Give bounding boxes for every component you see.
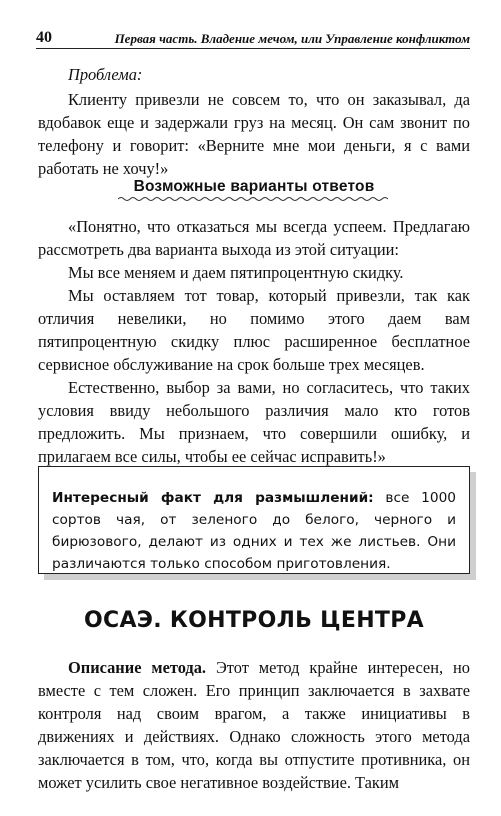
method-text bbox=[38, 656, 470, 794]
answer-paragraph: Мы оставляем тот товар, который привезли, так как отличия невелики, но помимо этого даем вам пятипроцентную скидку плюс расширенное бесплатное сервисное обслуживание на срок больше трех месяцев. bbox=[38, 286, 470, 374]
page-number: 40 bbox=[36, 29, 52, 46]
fact-lead: Интересный факт для размышлений: bbox=[52, 490, 374, 506]
fact-text bbox=[52, 487, 456, 575]
running-title: Первая часть. Владение мечом, или Управление конфликтом bbox=[114, 31, 470, 46]
fact-body: все 1000 сортов чая, от зеленого до белого, черного и бирюзового, делают из одних и тех же листьев. Они различаются только способом приготовления. bbox=[52, 490, 456, 572]
answer-paragraph: Естественно, выбор за вами, но согласитесь, что таких условия ввиду небольшого различия мало кто готов предложить. Мы признаем, что совершили ошибку, и прилагаем все силы, чтобы ее сейчас исправить!» bbox=[38, 378, 470, 466]
method-lead: Описание метода. bbox=[68, 658, 206, 677]
problem-text: Клиенту привезли не совсем то, что он заказывал, да вдобавок еще и задержали груз на месяц. Он сам звонит по телефону и говорит: «Верните мне мои деньги, я с вами работать не хочу!» bbox=[38, 90, 470, 178]
answer-paragraph: «Понятно, что отказаться мы всегда успеем. Предлагаю рассмотреть два варианта выхода из этой ситуации: bbox=[38, 217, 470, 259]
method-heading: ОСАЭ. КОНТРОЛЬ ЦЕНТРА bbox=[84, 608, 424, 633]
running-head bbox=[36, 28, 470, 49]
answer-paragraph: Мы все меняем и даем пятипроцентную скидку. bbox=[68, 263, 404, 282]
wavy-divider bbox=[118, 196, 388, 202]
problem-label: Проблема: bbox=[68, 65, 143, 84]
answers-body bbox=[38, 215, 470, 468]
method-body: Этот метод крайне интересен, но вместе с тем сложен. Его принцип заключается в захвате контроля над своим врагом, а также инициативы в движениях и действиях. Однако сложность этого метода заключается в том, что, когда вы отпустите противника, он может усилить свое негативное воздействие. Таким bbox=[38, 658, 470, 792]
answers-heading: Возможные варианты ответов bbox=[133, 178, 375, 195]
